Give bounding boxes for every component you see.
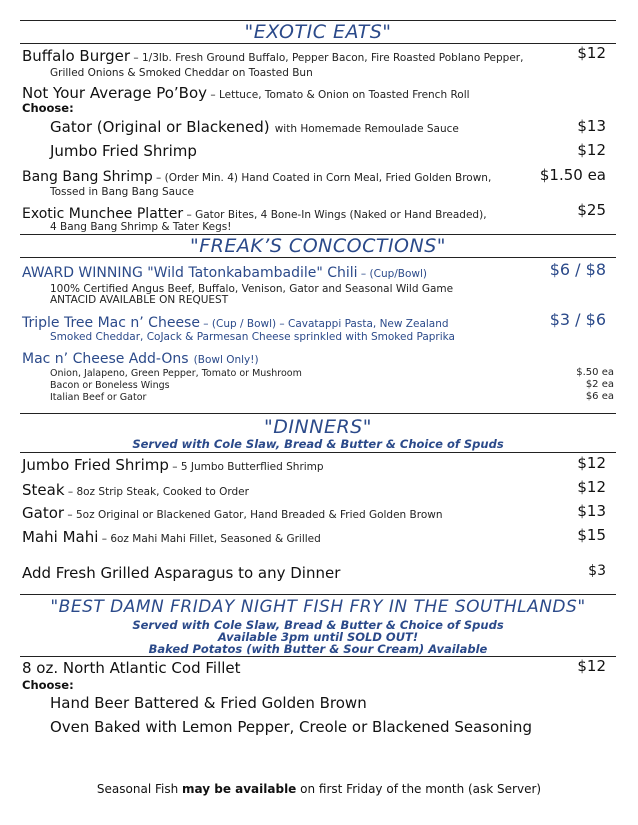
- item-price: $1.50 ea: [539, 166, 606, 184]
- section-title-freaks-concoctions: "FREAK’S CONCOCTIONS": [189, 235, 447, 257]
- divider: [20, 43, 616, 44]
- item-dash: –: [152, 172, 165, 184]
- item-dash: –: [357, 268, 370, 280]
- menu-item-munchee-platter: [22, 203, 487, 222]
- item-desc-line3: ANTACID AVAILABLE ON REQUEST: [50, 294, 229, 306]
- section-title-fish-fry: "BEST DAMN FRIDAY NIGHT FISH FRY IN THE SOUTHLANDS": [50, 597, 586, 617]
- item-desc: 1/3lb. Fresh Ground Buffalo, Pepper Bacon, Fire Roasted Poblano Pepper,: [142, 52, 524, 64]
- addon-price: $2 ea: [585, 379, 614, 390]
- menu-item-asparagus: [22, 563, 340, 582]
- menu-item-cod-fillet: [22, 658, 241, 677]
- menu-item-po-boy: [22, 83, 470, 102]
- item-desc-line2: Grilled Onions & Smoked Cheddar on Toasted Bun: [50, 67, 313, 79]
- section-subtitle: Available 3pm until SOLD OUT!: [217, 630, 419, 644]
- divider: [20, 257, 616, 258]
- item-desc-line2: 4 Bang Bang Shrimp & Tater Kegs!: [50, 221, 232, 233]
- item-name: Mac n’ Cheese Add-Ons: [22, 351, 189, 367]
- divider: [20, 656, 616, 657]
- item-name: Jumbo Fried Shrimp: [22, 456, 169, 474]
- item-desc: with Homemade Remoulade Sauce: [274, 123, 459, 135]
- item-name: Not Your Average Po’Boy: [22, 84, 208, 102]
- item-desc-line2: Tossed in Bang Bang Sauce: [50, 186, 194, 198]
- divider: [20, 452, 616, 453]
- item-price: $13: [577, 117, 606, 135]
- menu-option-gator: [50, 117, 459, 136]
- item-price: $6 / $8: [549, 260, 606, 279]
- item-name: AWARD WINNING "Wild Tatonkabambadile" Chili: [22, 265, 358, 281]
- item-dash: –: [64, 509, 76, 521]
- item-name: Hand Beer Battered & Fried Golden Brown: [50, 694, 367, 712]
- menu-item-mac-cheese: [22, 312, 449, 331]
- footer-note: [0, 782, 638, 796]
- menu-item-buffalo-burger: [22, 46, 523, 65]
- item-dash: –: [168, 461, 181, 473]
- menu-item-chili: [22, 262, 427, 281]
- item-dash: –: [183, 209, 196, 221]
- item-desc-line2: 100% Certified Angus Beef, Buffalo, Venison, Gator and Seasonal Wild Game: [50, 283, 454, 295]
- item-name: Oven Baked with Lemon Pepper, Creole or Blackened Seasoning: [50, 718, 532, 736]
- item-price: $12: [577, 44, 606, 62]
- footer-emphasis: may be available: [182, 782, 297, 796]
- menu-item-dinner-mahi: [22, 527, 321, 546]
- item-desc: (Bowl Only!): [193, 354, 259, 366]
- item-price: $13: [577, 502, 606, 520]
- section-subtitle: Served with Cole Slaw, Bread & Butter & Choice of Spuds: [132, 618, 504, 632]
- item-desc: 5 Jumbo Butterflied Shrimp: [180, 461, 324, 473]
- menu-option-oven-baked: [50, 717, 532, 736]
- item-name: 8 oz. North Atlantic Cod Fillet: [22, 659, 241, 677]
- item-name: Mahi Mahi: [22, 528, 99, 546]
- item-desc: (Cup / Bowl) – Cavatappi Pasta, New Zealand: [211, 318, 449, 330]
- section-title-exotic-eats: "EXOTIC EATS": [244, 21, 392, 43]
- item-price: $15: [577, 526, 606, 544]
- item-dash: –: [207, 89, 219, 101]
- menu-item-bang-bang-shrimp: [22, 166, 491, 185]
- section-title-dinners: "DINNERS": [264, 416, 372, 438]
- menu-option-jumbo-shrimp: [50, 141, 197, 160]
- item-dash: –: [130, 52, 142, 64]
- addon-price: $6 ea: [585, 391, 614, 402]
- item-desc: 6oz Mahi Mahi Fillet, Seasoned & Grilled: [110, 533, 321, 545]
- item-name: Buffalo Burger: [22, 47, 131, 65]
- item-price: $3: [588, 563, 606, 579]
- menu-item-dinner-gator: [22, 503, 443, 522]
- item-price: $12: [577, 141, 606, 159]
- addon-label: Italian Beef or Gator: [50, 392, 147, 403]
- item-desc: Lettuce, Tomato & Onion on Toasted French Roll: [218, 89, 470, 101]
- divider: [20, 413, 616, 414]
- item-desc: Gator Bites, 4 Bone-In Wings (Naked or Hand Breaded),: [195, 209, 487, 221]
- menu-item-dinner-shrimp: [22, 455, 324, 474]
- item-price: $12: [577, 454, 606, 472]
- item-dash: –: [199, 318, 212, 330]
- choose-label: Choose:: [22, 678, 74, 692]
- addon-label: Bacon or Boneless Wings: [50, 380, 170, 391]
- item-price: $12: [577, 657, 606, 675]
- menu-option-beer-battered: [50, 693, 367, 712]
- item-name: Gator: [22, 504, 65, 522]
- addon-label: Onion, Jalapeno, Green Pepper, Tomato or Mushroom: [50, 368, 302, 379]
- divider: [20, 594, 616, 595]
- item-dash: –: [98, 533, 111, 545]
- item-name: Jumbo Fried Shrimp: [50, 142, 197, 160]
- item-dash: –: [64, 486, 77, 498]
- item-price: $12: [577, 478, 606, 496]
- choose-label: Choose:: [22, 101, 74, 115]
- item-desc-line2: Smoked Cheddar, CoJack & Parmesan Cheese sprinkled with Smoked Paprika: [50, 331, 455, 343]
- item-name: Gator (Original or Blackened): [50, 118, 270, 136]
- item-price: $3 / $6: [549, 310, 606, 329]
- footer-text: on first Friday of the month (ask Server): [296, 782, 542, 796]
- item-price: $25: [577, 201, 606, 219]
- section-subtitle: Served with Cole Slaw, Bread & Butter & Choice of Spuds: [132, 437, 504, 451]
- item-desc: (Order Min. 4) Hand Coated in Corn Meal, Fried Golden Brown,: [164, 172, 492, 184]
- item-desc: 5oz Original or Blackened Gator, Hand Breaded & Fried Golden Brown: [75, 509, 443, 521]
- item-desc: 8oz Strip Steak, Cooked to Order: [76, 486, 249, 498]
- item-name: Bang Bang Shrimp: [22, 169, 153, 185]
- menu-item-dinner-steak: [22, 480, 249, 499]
- item-name: Triple Tree Mac n’ Cheese: [22, 315, 200, 331]
- menu-item-mac-addons: [22, 348, 259, 367]
- section-subtitle: Baked Potatos (with Butter & Sour Cream) Available: [148, 642, 488, 656]
- item-name: Exotic Munchee Platter: [22, 206, 184, 222]
- footer-text: Seasonal Fish: [96, 782, 182, 796]
- addon-price: $.50 ea: [576, 367, 614, 378]
- item-name: Steak: [22, 481, 65, 499]
- item-name: Add Fresh Grilled Asparagus to any Dinner: [22, 564, 341, 582]
- item-desc: (Cup/Bowl): [369, 268, 428, 280]
